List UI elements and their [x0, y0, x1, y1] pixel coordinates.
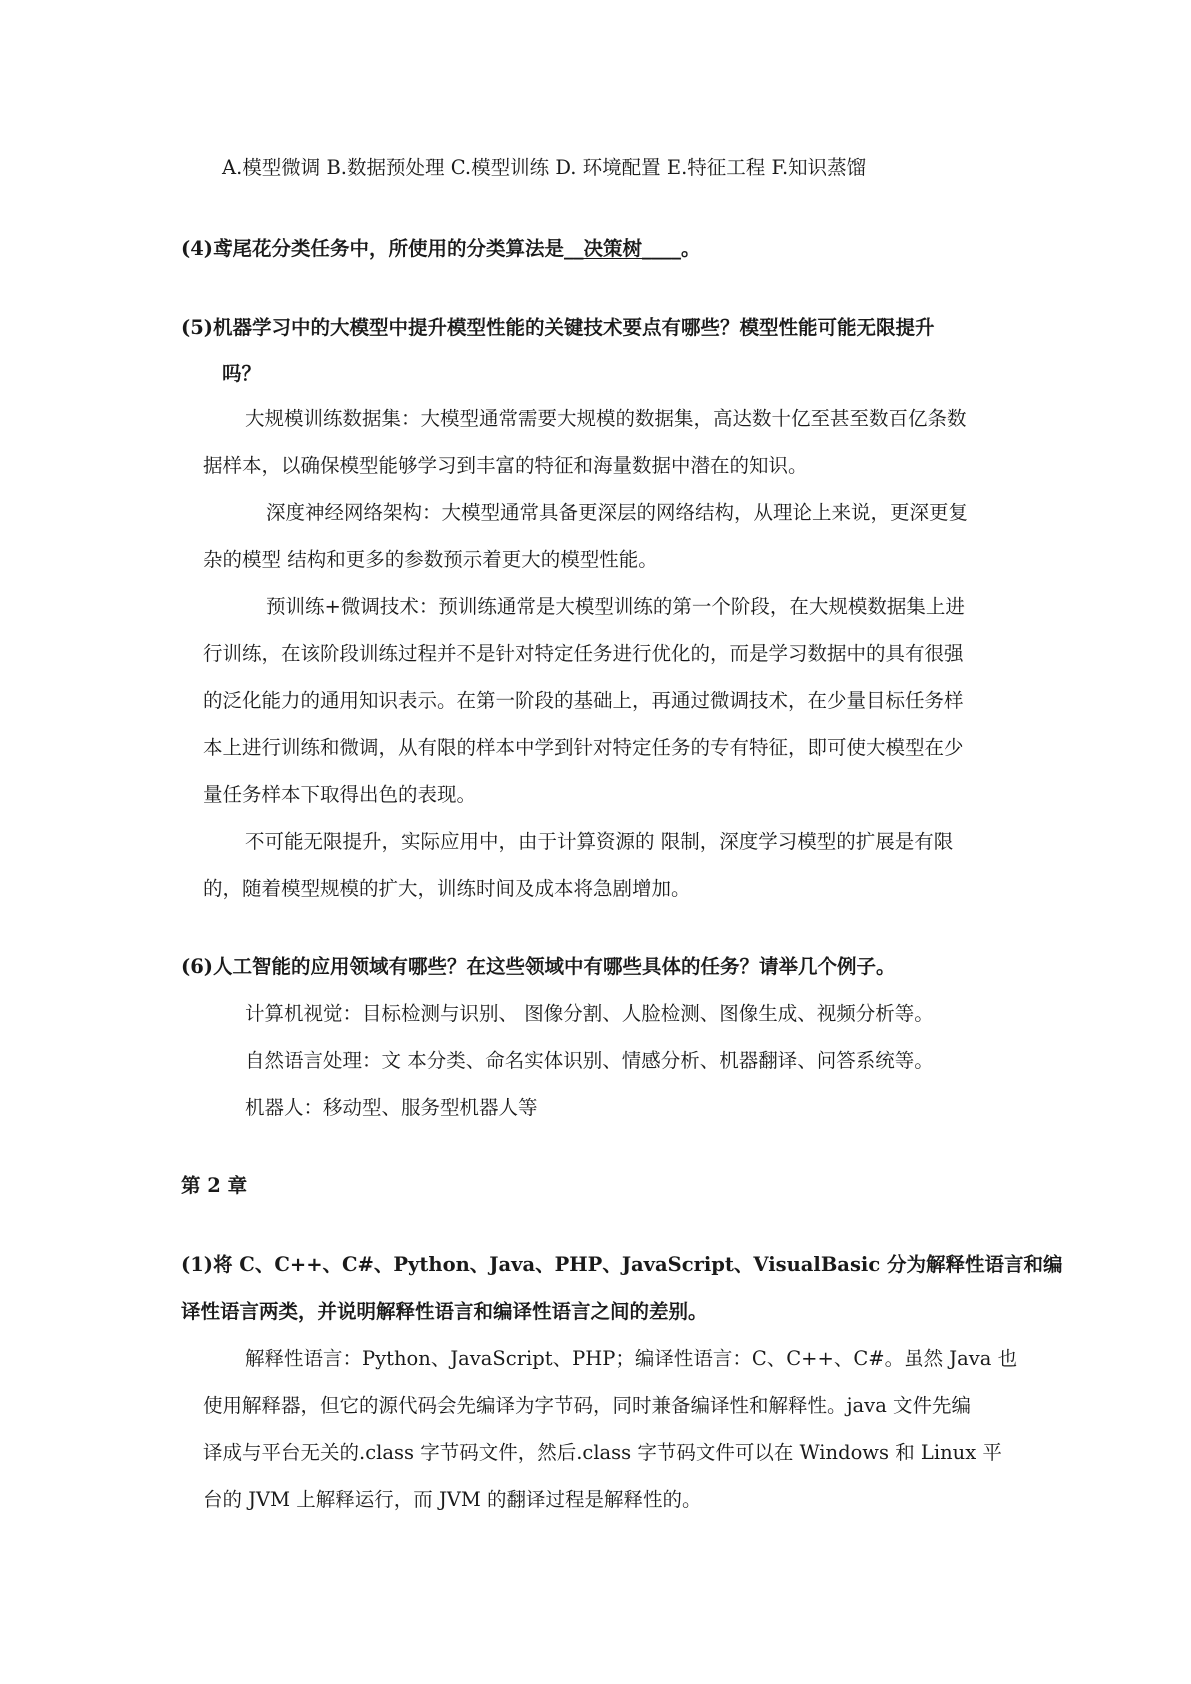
q6-answer-line-1: 计算机视觉：目标检测与识别、 图像分割、人脸检测、图像生成、视频分析等。 [245, 1002, 934, 1025]
chapter-2-heading: 第 2 章 [181, 1174, 248, 1197]
ch2-answer-line-1: 解释性语言：Python、JavaScript、PHP；编译性语言：C、C++、C#。虽然 Java 也 [245, 1347, 1018, 1370]
options-line: A.模型微调 B.数据预处理 C.模型训练 D. 环境配置 E.特征工程 F.知识蒸馏 [222, 156, 867, 179]
q5-answer-p3-line-5: 量任务样本下取得出色的表现。 [203, 783, 477, 806]
q5-answer-p1-line-2: 据样本，以确保模型能够学习到丰富的特征和海量数据中潜在的知识。 [203, 454, 808, 477]
question-5-line-1: (5)机器学习中的大模型中提升模型性能的关键技术要点有哪些？模型性能可能无限提升 [181, 316, 935, 339]
ch2-answer-line-2: 使用解释器，但它的源代码会先编译为字节码，同时兼备编译性和解释性。java 文件先编 [203, 1394, 972, 1417]
question-4-suffix: 。 [681, 237, 701, 260]
question-6: (6)人工智能的应用领域有哪些？在这些领域中有哪些具体的任务？请举几个例子。 [181, 955, 896, 978]
q5-answer-p3-line-2: 行训练，在该阶段训练过程并不是针对特定任务进行优化的，而是学习数据中的具有很强 [203, 642, 964, 665]
ch2-answer-line-3: 译成与平台无关的.class 字节码文件，然后.class 字节码文件可以在 Windows 和 Linux 平 [203, 1441, 1002, 1464]
question-5-line-2: 吗？ [222, 362, 262, 385]
q5-answer-p4-line-2: 的，随着模型规模的扩大，训练时间及成本将急剧增加。 [203, 877, 691, 900]
q5-answer-p1-line-1: 大规模训练数据集：大模型通常需要大规模的数据集，高达数十亿至甚至数百亿条数 [245, 407, 967, 430]
q5-answer-p2-line-2: 杂的模型 结构和更多的参数预示着更大的模型性能。 [203, 548, 658, 571]
q5-answer-p3-line-4: 本上进行训练和微调，从有限的样本中学到针对特定任务的专有特征，即可使大模型在少 [203, 736, 964, 759]
q6-answer-line-2: 自然语言处理：文 本分类、命名实体识别、情感分析、机器翻译、问答系统等。 [245, 1049, 934, 1072]
q6-answer-line-3: 机器人：移动型、服务型机器人等 [245, 1096, 538, 1119]
q5-answer-p4-line-1: 不可能无限提升，实际应用中，由于计算资源的 限制，深度学习模型的扩展是有限 [245, 830, 954, 853]
ch2-question-1-line-1: (1)将 C、C++、C#、Python、Java、PHP、JavaScript、VisualBasic 分为解释性语言和编 [181, 1253, 1063, 1276]
q5-answer-p3-line-3: 的泛化能力的通用知识表示。在第一阶段的基础上，再通过微调技术，在少量目标任务样 [203, 689, 964, 712]
ch2-answer-line-4: 台的 JVM 上解释运行，而 JVM 的翻译过程是解释性的。 [203, 1488, 702, 1511]
question-4 [181, 236, 701, 262]
q5-answer-p2-line-1: 深度神经网络架构：大模型通常具备更深层的网络结构，从理论上来说，更深更复 [266, 501, 969, 524]
question-4-prefix: (4)鸢尾花分类任务中，所使用的分类算法是 [181, 237, 565, 260]
q5-answer-p3-line-1: 预训练+微调技术：预训练通常是大模型训练的第一个阶段，在大规模数据集上进 [266, 595, 965, 618]
question-4-answer: __决策树____ [564, 237, 682, 260]
ch2-question-1-line-2: 译性语言两类，并说明解释性语言和编译性语言之间的差别。 [181, 1300, 708, 1323]
